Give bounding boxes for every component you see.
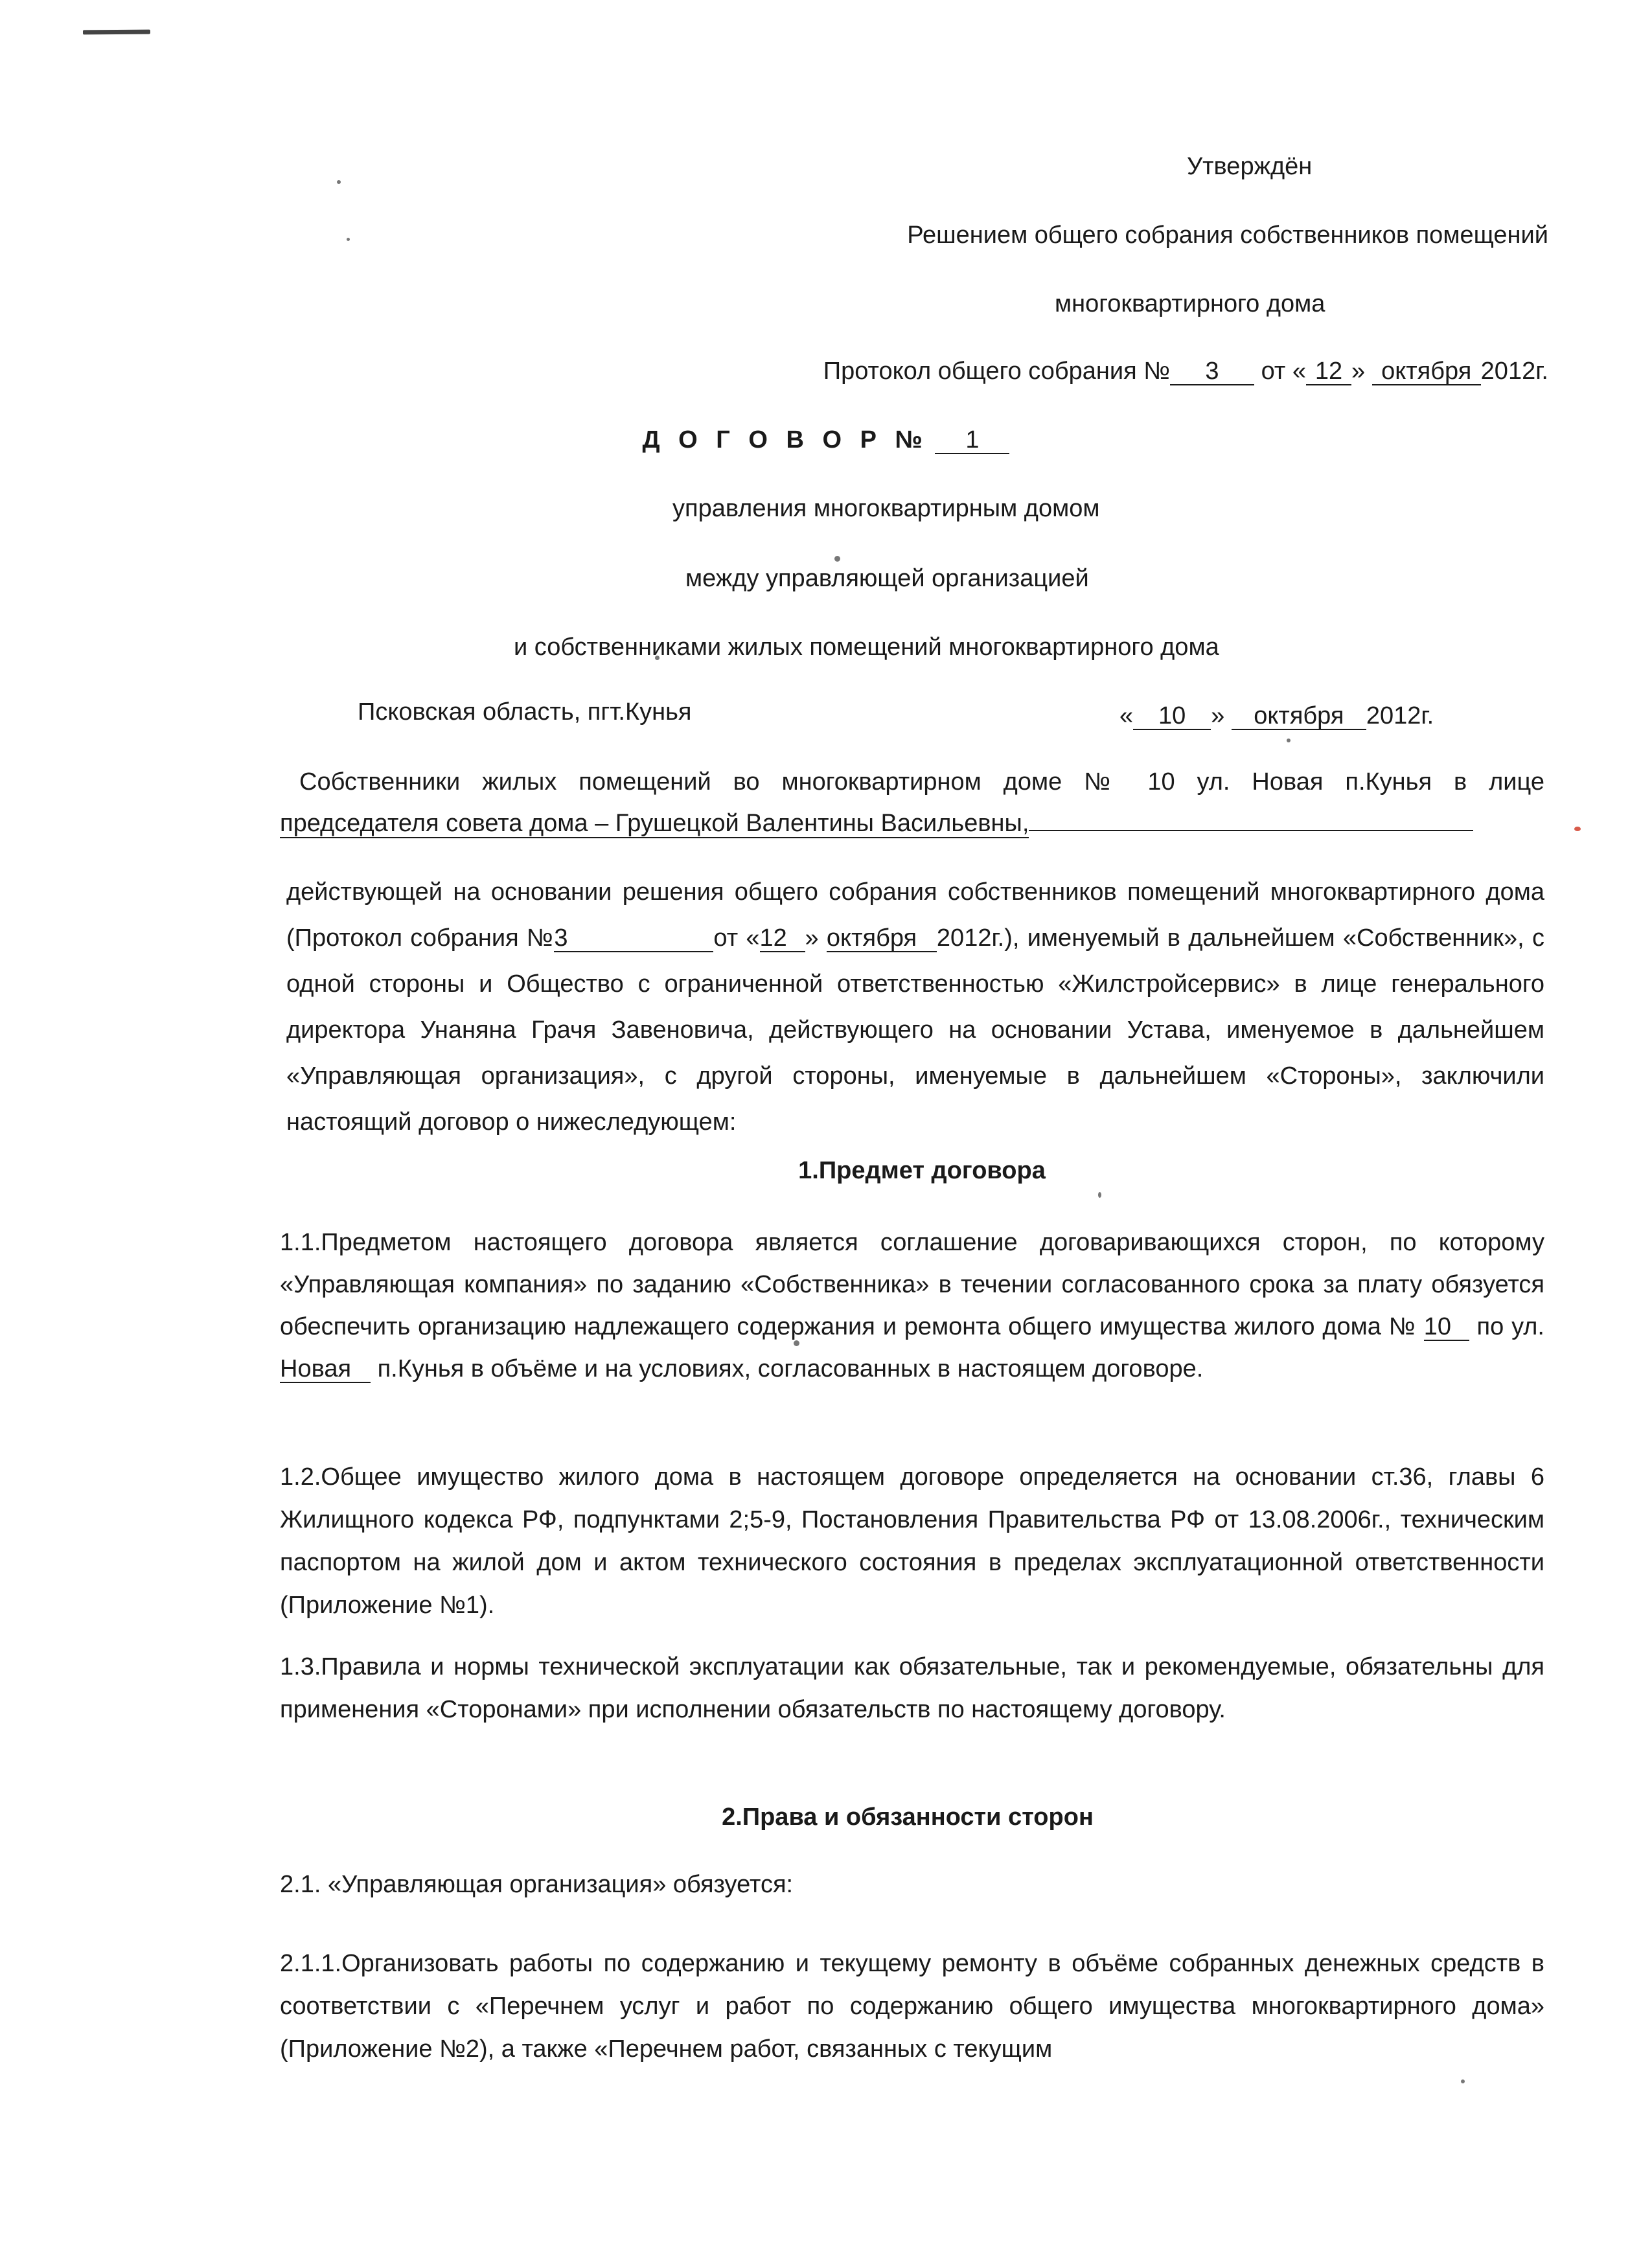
chairperson-field: председателя совета дома – Грушецкой Валентины Васильевны,: [280, 810, 1029, 837]
protocol-day-close: »: [1351, 358, 1366, 385]
clause-1-1-text: 1.1.Предметом настоящего договора является соглашение договаривающихся сторон, по которому «Управляющая компания» по заданию «Собственника» в течении согласованного срока за плату обязуется обеспечить организацию надлежащего содержания и ремонта общего имущества жилого дома №: [280, 1229, 1544, 1340]
scan-speck: [1287, 739, 1291, 742]
protocol-prefix: Протокол общего собрания №: [823, 358, 1170, 385]
contract-title-label: Д О Г О В О Р №: [642, 426, 928, 453]
preamble-paragraph: [286, 869, 1544, 1145]
preamble-month-field: октября: [827, 925, 937, 952]
date-month-field: октября: [1232, 703, 1366, 730]
date-close-quote: »: [1211, 702, 1225, 729]
preamble-line-2: [280, 808, 1473, 838]
preamble-protocol-number-field: 3: [554, 925, 713, 952]
house-number-field: 10: [1424, 1314, 1469, 1341]
scan-speck: [1574, 827, 1581, 831]
approval-line-2: Решением общего собрания собственников помещений: [907, 222, 1548, 249]
approval-line-3: многоквартирного дома: [1055, 290, 1325, 317]
date-day-field: 10: [1133, 703, 1211, 730]
date-year: 2012г.: [1366, 702, 1434, 729]
preamble-line-1: Собственники жилых помещений во многоквартирном доме № 10 ул. Новая п.Кунья в лице: [299, 768, 1544, 796]
contract-title: [0, 425, 1652, 455]
clause-1-3: 1.3.Правила и нормы технической эксплуатации как обязательные, так и рекомендуемые, обязательны для применения «Сторонами» при исполнении обязательств по настоящему договору.: [280, 1653, 1544, 1723]
protocol-from: от «: [1261, 358, 1306, 385]
approval-line-1: Утверждён: [1187, 153, 1313, 180]
scan-speck: [347, 238, 350, 241]
protocol-day-field: 12: [1306, 358, 1351, 385]
preamble-text-start: действующей на основании решения общего собрания собственников помещений многоквартирного дома (Протокол собрания №: [286, 878, 1544, 952]
protocol-month-field: октября: [1372, 358, 1481, 385]
scan-speck: [1461, 2079, 1465, 2083]
section-1-heading: 1.Предмет договора: [798, 1157, 1046, 1184]
clause-2-1: 2.1. «Управляющая организация» обязуется:: [280, 1871, 794, 1898]
preamble-text-rest: 2012г.), именуемый в дальнейшем «Собственник», с одной стороны и Общество с ограниченной ответственностью «Жилстройсервис» в лице генерального директора Унаняна Грачя Завеновича, действующего на основании Устава, именуемое в дальнейшем «Управляющая организация», с другой стороны, именуемые в дальнейшем «Стороны», заключили настоящий договор о нижеследующем:: [286, 924, 1545, 1136]
scan-speck: [834, 556, 840, 562]
chairperson-field-blank: [1029, 830, 1473, 831]
subtitle-line-3: и собственниками жилых помещений многоквартирного дома: [514, 634, 1219, 661]
scan-speck: [337, 180, 341, 184]
scan-speck: [1098, 1192, 1101, 1198]
protocol-number-field: 3: [1170, 358, 1254, 385]
subtitle-line-1: управления многоквартирным домом: [672, 495, 1100, 522]
clause-1-2: 1.2.Общее имущество жилого дома в настоящем договоре определяется на основании ст.36, главы 6 Жилищного кодекса РФ, подпунктами 2;5-9, Постановления Правительства РФ от 13.08.2006г., техническим паспортом на жилой дом и актом технического состояния в пределах эксплуатационной ответственности (Приложение №1).: [280, 1463, 1544, 1619]
section-2-heading: 2.Права и обязанности сторон: [722, 1804, 1094, 1831]
clause-1-1-text-end: п.Кунья в объёме и на условиях, согласованных в настоящем договоре.: [377, 1355, 1204, 1382]
scan-artifact: [83, 30, 150, 35]
street-field: Новая: [280, 1356, 371, 1383]
preamble-from: от «: [713, 924, 760, 952]
subtitle-line-2: между управляющей организацией: [685, 565, 1089, 592]
contract-number-field: 1: [935, 427, 1009, 454]
date-open-quote: «: [1119, 702, 1134, 729]
place: Псковская область, пгт.Кунья: [358, 698, 692, 726]
preamble-day-close: »: [805, 924, 819, 952]
preamble-day-field: 12: [760, 925, 805, 952]
clause-2-1-1: 2.1.1.Организовать работы по содержанию и текущему ремонту в объёме собранных денежных средств в соответствии с «Перечнем услуг и работ по содержанию общего имущества многоквартирного дома» (Приложение №2), а также «Перечнем работ, связанных с текущим: [280, 1950, 1544, 2063]
protocol-year: 2012г.: [1480, 358, 1548, 385]
clause-1-1-street-prefix: по ул.: [1476, 1313, 1544, 1340]
clause-1-1: [280, 1222, 1544, 1390]
contract-date: [1119, 701, 1434, 731]
approval-protocol: [823, 356, 1548, 386]
